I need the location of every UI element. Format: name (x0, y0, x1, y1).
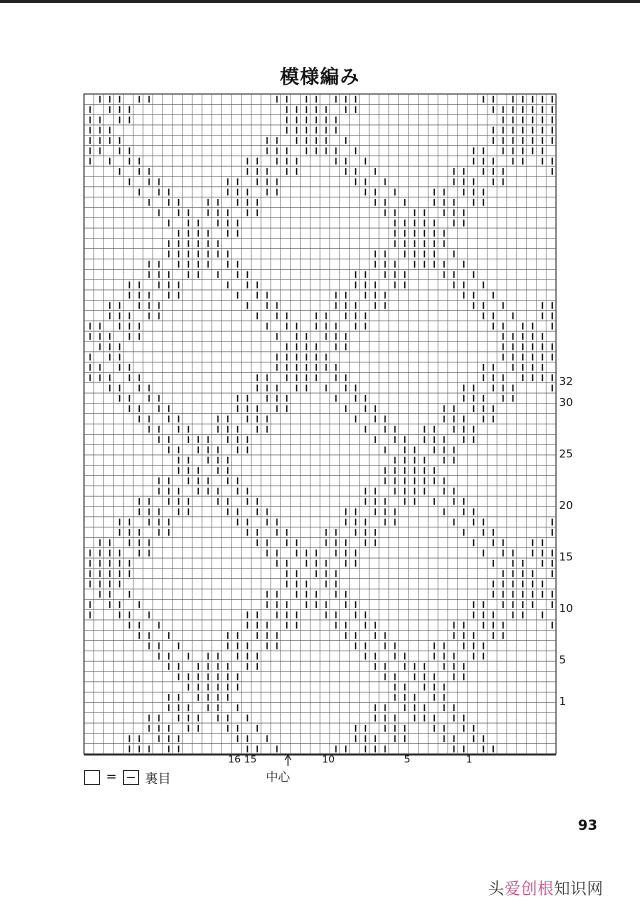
row-label: 1 (559, 694, 566, 708)
legend-label: 裏目 (144, 771, 171, 787)
row-label: 25 (559, 447, 573, 461)
watermark-middle: 爱创根 (504, 879, 555, 898)
stitch-label: 10 (322, 754, 335, 766)
center-label: 中心 (266, 770, 291, 784)
stitch-label: 16 (228, 754, 241, 766)
row-label: 30 (559, 395, 573, 409)
chart-grid (84, 94, 556, 755)
watermark-suffix: 知识网 (554, 879, 604, 898)
stitch-label: 5 (404, 754, 411, 766)
stitch-label: 1 (466, 754, 473, 766)
stitch-label: 15 (244, 754, 257, 766)
row-label: 32 (559, 375, 573, 389)
legend-equals: = (106, 769, 117, 785)
center-marker (285, 755, 291, 766)
chart-title: 模様編み (279, 66, 360, 88)
stitch-labels (228, 754, 472, 765)
legend-purl-symbol-icon (123, 770, 139, 785)
row-label: 20 (559, 498, 573, 512)
watermark (488, 876, 604, 899)
row-label: 15 (559, 550, 573, 564)
legend (84, 768, 171, 786)
legend-empty-symbol-icon (84, 770, 100, 785)
row-label: 10 (559, 602, 573, 616)
page-number: 93 (578, 818, 598, 834)
row-labels (559, 375, 573, 708)
row-label: 5 (559, 653, 566, 667)
watermark-prefix: 头 (488, 879, 505, 898)
